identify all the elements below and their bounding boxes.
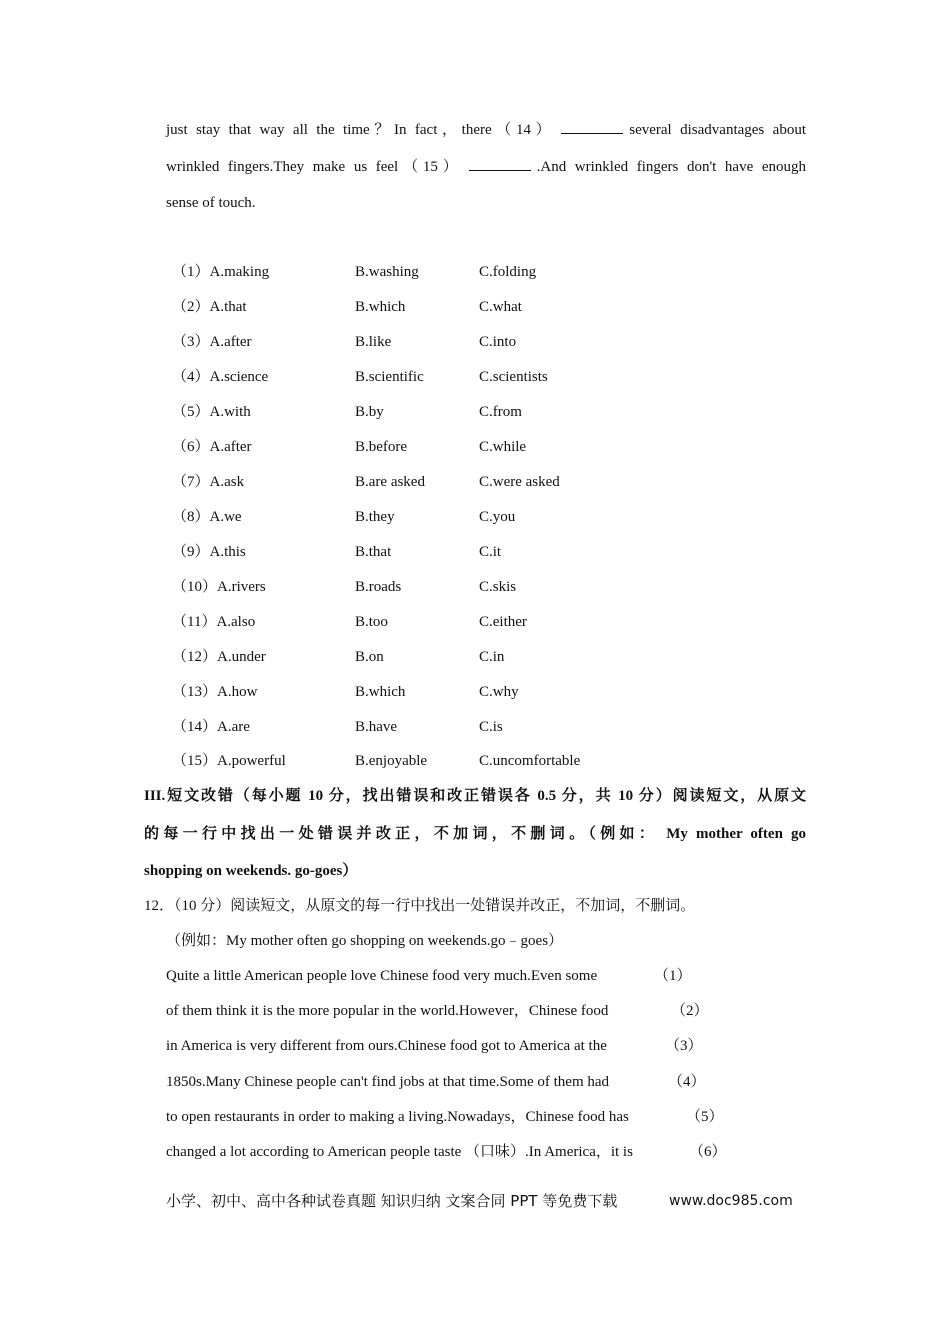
- passage-line-1: [166, 119, 806, 140]
- option-b: B.have: [355, 719, 398, 735]
- footer-text: 小学、初中、高中各种试卷真题 知识归纳 文案合同 PPT 等免费下载: [166, 1192, 618, 1210]
- passage-line-3: sense of touch.: [166, 195, 256, 211]
- passage-line-1-before: just stay that way all the time？In fact，there（14）: [166, 122, 556, 138]
- option-c: C.skis: [479, 579, 517, 595]
- option-a: （14）A.are: [172, 719, 250, 735]
- option-b: B.like: [355, 334, 392, 350]
- option-b: B.on: [355, 649, 384, 665]
- error-line-number: （1）: [654, 968, 692, 984]
- option-b: B.which: [355, 684, 406, 700]
- option-a: （12）A.under: [172, 649, 266, 665]
- option-b: B.scientific: [355, 369, 424, 385]
- error-line-3: [166, 1036, 703, 1056]
- option-b: B.that: [355, 544, 392, 560]
- blank-14: [561, 119, 623, 134]
- option-a: （11）A.also: [172, 614, 256, 630]
- option-a: （8）A.we: [172, 509, 242, 525]
- passage-line-1-after: several disadvantages about: [629, 122, 806, 138]
- option-c: C.it: [479, 544, 502, 560]
- option-c: C.while: [479, 439, 527, 455]
- error-line-text: in America is very different from ours.Chinese food got to America at the: [166, 1038, 607, 1054]
- option-c: C.from: [479, 404, 522, 420]
- error-line-text: to open restaurants in order to making a living.Nowadays，Chinese food has: [166, 1109, 629, 1125]
- option-c: C.is: [479, 719, 503, 735]
- option-a: （5）A.with: [172, 404, 251, 420]
- error-line-number: （3）: [665, 1038, 703, 1054]
- passage-line-2-before: wrinkled fingers.They make us feel（15）: [166, 159, 463, 175]
- option-b: B.washing: [355, 264, 419, 280]
- footer-url: www.doc985.com: [669, 1193, 793, 1209]
- error-line-text: changed a lot according to American people taste （口味）.In America，it is: [166, 1144, 633, 1160]
- section-heading-line-1: III.短文改错（每小题 10 分，找出错误和改正错误各 0.5 分，共 10 分）阅读短文，从原文: [144, 788, 806, 804]
- error-line-number: （2）: [671, 1003, 709, 1019]
- error-line-4: [166, 1072, 706, 1092]
- section-heading-line-2: 的每一行中找出一处错误并改正，不加词，不删词。（例如： My mother often go: [144, 826, 806, 842]
- option-c: C.folding: [479, 264, 537, 280]
- option-c: C.into: [479, 334, 517, 350]
- option-c: C.you: [479, 509, 516, 525]
- option-a: （4）A.science: [172, 369, 269, 385]
- error-line-2: [166, 1001, 709, 1021]
- option-b: B.before: [355, 439, 408, 455]
- option-a: （10）A.rivers: [172, 579, 266, 595]
- option-b: B.roads: [355, 579, 402, 595]
- option-a: （7）A.ask: [172, 474, 245, 490]
- section-heading-line-3: shopping on weekends. go-goes）: [144, 863, 358, 879]
- option-a: （13）A.how: [172, 684, 258, 700]
- error-line-text: of them think it is the more popular in the world.However，Chinese food: [166, 1003, 609, 1019]
- option-c: C.uncomfortable: [479, 753, 581, 769]
- passage-line-2-after: .And wrinkled fingers don't have enough: [536, 159, 807, 175]
- option-a: （3）A.after: [172, 334, 252, 350]
- error-line-5: [166, 1107, 724, 1127]
- option-b: B.they: [355, 509, 395, 525]
- option-b: B.enjoyable: [355, 753, 428, 769]
- option-b: B.too: [355, 614, 388, 630]
- option-c: C.why: [479, 684, 519, 700]
- error-line-number: （5）: [686, 1109, 724, 1125]
- option-a: （2）A.that: [172, 299, 247, 315]
- option-c: C.what: [479, 299, 522, 315]
- option-b: B.are asked: [355, 474, 425, 490]
- error-line-text: Quite a little American people love Chinese food very much.Even some: [166, 968, 598, 984]
- blank-15: [469, 156, 531, 171]
- error-line-number: （4）: [668, 1074, 706, 1090]
- option-c: C.were asked: [479, 474, 560, 490]
- option-c: C.in: [479, 649, 505, 665]
- option-c: C.scientists: [479, 369, 548, 385]
- error-line-number: （6）: [689, 1144, 727, 1160]
- option-c: C.either: [479, 614, 527, 630]
- error-line-text: 1850s.Many Chinese people can't find jobs at that time.Some of them had: [166, 1074, 610, 1090]
- passage-line-2: [166, 156, 806, 177]
- option-a: （1）A.making: [172, 264, 270, 280]
- option-a: （15）A.powerful: [172, 753, 286, 769]
- error-line-6: [166, 1142, 727, 1162]
- question-12-header: 12．（10 分）阅读短文，从原文的每一行中找出一处错误并改正，不加词，不删词。: [144, 898, 696, 914]
- option-b: B.by: [355, 404, 384, 420]
- error-line-1: [166, 966, 692, 986]
- option-a: （9）A.this: [172, 544, 246, 560]
- option-b: B.which: [355, 299, 406, 315]
- question-12-example: （例如：My mother often go shopping on weekends.go﹣goes）: [166, 933, 564, 949]
- option-a: （6）A.after: [172, 439, 252, 455]
